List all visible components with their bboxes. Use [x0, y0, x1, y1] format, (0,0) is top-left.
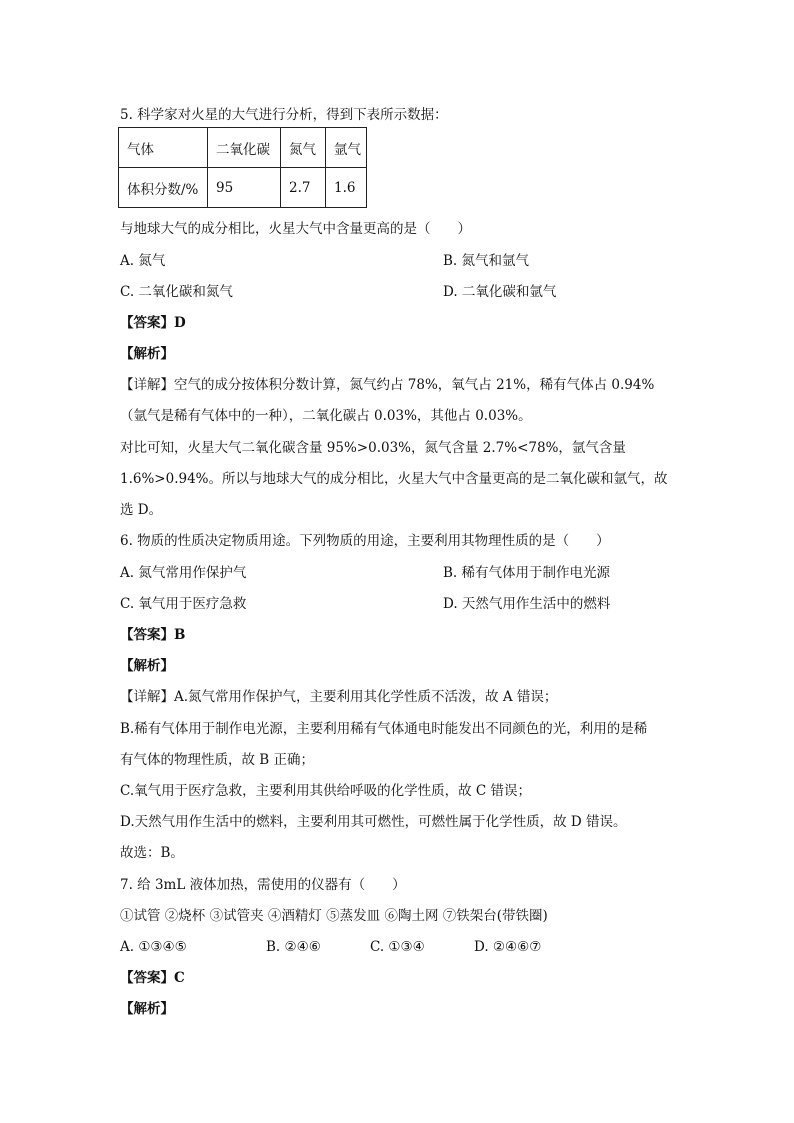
q6-option-b[interactable]: B. 稀有气体用于制作电光源 [443, 565, 611, 581]
q7-analysis-heading: 【解析】 [120, 1001, 174, 1017]
q5-question: 与地球大气的成分相比，火星大气中含量更高的是（ ） [120, 221, 471, 237]
table-cell: 氮气 [281, 128, 326, 168]
q7-option-c[interactable]: C. ①③④ [370, 939, 425, 955]
table-cell: 95 [208, 168, 281, 208]
table-cell: 气体 [119, 128, 208, 168]
q6-option-d[interactable]: D. 天然气用作生活中的燃料 [443, 596, 611, 612]
q5-detail-line: （氩气是稀有气体中的一种），二氧化碳占 0.03%，其他占 0.03%。 [120, 408, 532, 424]
q6-detail-line: D.天然气用作生活中的燃料，主要利用其可燃性，可燃性属于化学性质，故 D 错误。 [120, 814, 627, 830]
q5-detail-line: 选 D。 [120, 502, 163, 518]
q5-detail-line: 【详解】空气的成分按体积分数计算，氮气约占 78%，氧气占 21%，稀有气体占 0.94% [120, 377, 655, 393]
q6-detail-line: C.氧气用于医疗急救，主要利用其供给呼吸的化学性质，故 C 错误； [120, 783, 532, 799]
table-cell: 二氧化碳 [208, 128, 281, 168]
q5-option-b[interactable]: B. 氮气和氩气 [443, 253, 530, 269]
q7-option-a[interactable]: A. ①③④⑤ [120, 939, 187, 955]
table-header-row [119, 128, 367, 168]
q6-stem: 6. 物质的性质决定物质用途。下列物质的用途，主要利用其物理性质的是（ ） [120, 533, 610, 549]
q5-option-a[interactable]: A. 氮气 [120, 253, 166, 269]
q5-detail-line: 1.6%>0.94%。所以与地球大气的成分相比，火星大气中含量更高的是二氧化碳和氩气，故 [120, 471, 668, 487]
q6-answer: 【答案】B [120, 627, 186, 643]
table-cell: 氩气 [326, 128, 367, 168]
table-cell: 体积分数/% [119, 168, 208, 208]
q5-stem: 5. 科学家对火星的大气进行分析，得到下表所示数据： [120, 107, 448, 123]
q6-detail-line: B.稀有气体用于制作电光源，主要利用稀有气体通电时能发出不同颜色的光，利用的是稀 [120, 721, 648, 737]
q6-detail-line: 【详解】A.氮气常用作保护气，主要利用其化学性质不活泼，故 A 错误； [120, 689, 558, 705]
q5-option-c[interactable]: C. 二氧化碳和氮气 [120, 284, 233, 300]
table-row [119, 168, 367, 208]
q5-analysis-heading: 【解析】 [120, 346, 174, 362]
table-cell: 2.7 [281, 168, 326, 208]
q5-option-d[interactable]: D. 二氧化碳和氩气 [443, 284, 557, 300]
q5-detail-line: 对比可知，火星大气二氧化碳含量 95%>0.03%，氮气含量 2.7%<78%，氩气含量 [120, 440, 626, 456]
q6-option-a[interactable]: A. 氮气常用作保护气 [120, 565, 247, 581]
q6-option-c[interactable]: C. 氧气用于医疗急救 [120, 596, 247, 612]
q7-option-d[interactable]: D. ②④⑥⑦ [474, 939, 542, 955]
q5-answer: 【答案】D [120, 315, 186, 331]
q5-data-table [118, 127, 367, 208]
q6-detail-line: 故选：B。 [120, 845, 184, 861]
q6-detail-line: 有气体的物理性质，故 B 正确； [120, 752, 315, 768]
q7-stem: 7. 给 3mL 液体加热，需使用的仪器有（ ） [120, 877, 406, 893]
q6-analysis-heading: 【解析】 [120, 658, 174, 674]
q7-instrument-list: ①试管 ②烧杯 ③试管夹 ④酒精灯 ⑤蒸发皿 ⑥陶土网 ⑦铁架台(带铁圈) [120, 908, 548, 924]
table-cell: 1.6 [326, 168, 367, 208]
q7-option-b[interactable]: B. ②④⑥ [266, 939, 321, 955]
q7-answer: 【答案】C [120, 970, 185, 986]
